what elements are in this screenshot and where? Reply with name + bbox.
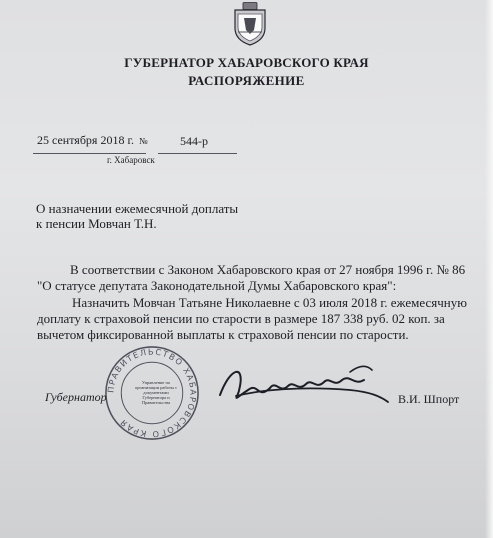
document-date: 25 сентября 2018 г.: [37, 133, 135, 147]
body-line-5: вычетом фиксированной выплаты к страховой пенсии по старости.: [37, 327, 409, 342]
subject-line-2: к пенсии Мовчан Т.Н.: [36, 216, 157, 231]
coat-of-arms-icon: [232, 2, 268, 46]
body-line-1: В соответствии с Законом Хабаровского края от 27 ноября 1996 г. № 86: [70, 262, 466, 277]
date-underline: [33, 153, 146, 154]
signatory-position: Губернатор: [45, 390, 107, 404]
seal-ring-text: ПРАВИТЕЛЬСТВО ХАБАРОВСКОГО КРАЯ: [105, 346, 199, 440]
document-type: РАСПОРЯЖЕНИЕ: [188, 73, 305, 88]
body-line-4: доплату к страховой пенсии по старости в размере 187 338 руб. 02 коп. за: [37, 311, 445, 326]
issuer-title: ГУБЕРНАТОР ХАБАРОВСКОГО КРАЯ: [124, 55, 369, 70]
subject-line-1: О назначении ежемесячной доплаты: [36, 201, 239, 216]
seal-inner-text: Управление по организации работы с документами Губернатора и Правительства: [134, 380, 178, 405]
number-label: №: [139, 136, 148, 146]
number-underline: [158, 153, 237, 154]
body-line-2: "О статусе депутата Законодательной Думы Хабаровского края":: [37, 278, 397, 293]
document-city: г. Хабаровск: [107, 155, 155, 165]
handwritten-signature: [200, 350, 400, 420]
signatory-name: В.И. Шпорт: [398, 392, 460, 406]
body-line-3: Назначить Мовчан Татьяне Николаевне с 03 июля 2018 г. ежемесячную: [72, 295, 467, 310]
document-number: 544-р: [180, 134, 208, 148]
